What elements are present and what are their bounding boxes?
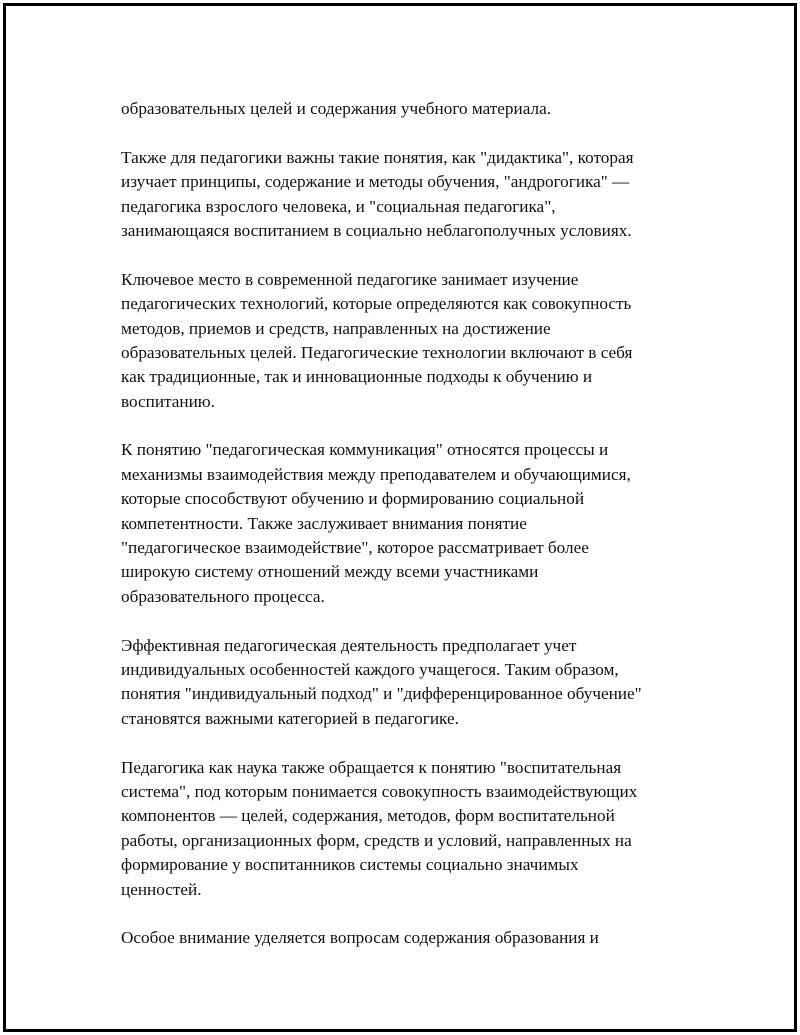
text-line: широкую систему отношений между всеми участниками (121, 562, 539, 582)
text-line: "педагогическое взаимодействие", которое рассматривает более (121, 538, 589, 558)
document-body (121, 97, 691, 975)
paragraph-1 (121, 97, 691, 121)
text-line: становятся важными категорией в педагогике. (121, 708, 459, 728)
text-line: механизмы взаимодействия между преподавателем и обучающимися, (121, 464, 631, 484)
text-line: Особое внимание уделяется вопросам содержания образования и (121, 928, 599, 948)
paragraph-2 (121, 146, 691, 244)
text-line: занимающаяся воспитанием в социально неблагополучных условиях. (121, 220, 632, 240)
text-line: Педагогика как наука также обращается к понятию "воспитательная (121, 757, 622, 777)
text-line: воспитанию. (121, 391, 215, 411)
text-line: понятия "индивидуальный подход" и "дифференцированное обучение" (121, 684, 642, 704)
text-line: Ключевое место в современной педагогике занимает изучение (121, 269, 579, 289)
text-line: как традиционные, так и инновационные подходы к обучению и (121, 367, 593, 387)
text-line: образовательного процесса. (121, 586, 325, 606)
text-line: компонентов — целей, содержания, методов, форм воспитательной (121, 806, 615, 826)
paragraph-6 (121, 756, 691, 902)
text-line: образовательных целей. Педагогические технологии включают в себя (121, 342, 633, 362)
text-line: компетентности. Также заслуживает внимания понятие (121, 513, 527, 533)
page-frame (3, 3, 797, 1032)
text-line: которые способствуют обучению и формированию социальной (121, 489, 585, 509)
paragraph-4 (121, 438, 691, 609)
text-line: ценностей. (121, 879, 202, 899)
text-line: индивидуальных особенностей каждого учащегося. Таким образом, (121, 659, 619, 679)
text-line: изучает принципы, содержание и методы обучения, "андрогогика" — (121, 172, 630, 192)
text-line: система", под которым понимается совокупность взаимодействующих (121, 781, 638, 801)
text-line: образовательных целей и содержания учебного материала. (121, 99, 551, 118)
text-line: Эффективная педагогическая деятельность предполагает учет (121, 635, 577, 655)
text-line: формирование у воспитанников системы социально значимых (121, 855, 579, 875)
text-line: К понятию "педагогическая коммуникация" относятся процессы и (121, 440, 609, 460)
paragraph-7 (121, 926, 691, 950)
text-line: педагогика взрослого человека, и "социальная педагогика", (121, 196, 556, 216)
text-line: работы, организационных форм, средств и условий, направленных на (121, 830, 632, 850)
text-line: педагогических технологий, которые определяются как совокупность (121, 294, 632, 314)
paragraph-5 (121, 634, 691, 732)
paragraph-3 (121, 268, 691, 414)
text-line: методов, приемов и средств, направленных на достижение (121, 318, 551, 338)
text-line: Также для педагогики важны такие понятия, как "дидактика", которая (121, 147, 634, 167)
